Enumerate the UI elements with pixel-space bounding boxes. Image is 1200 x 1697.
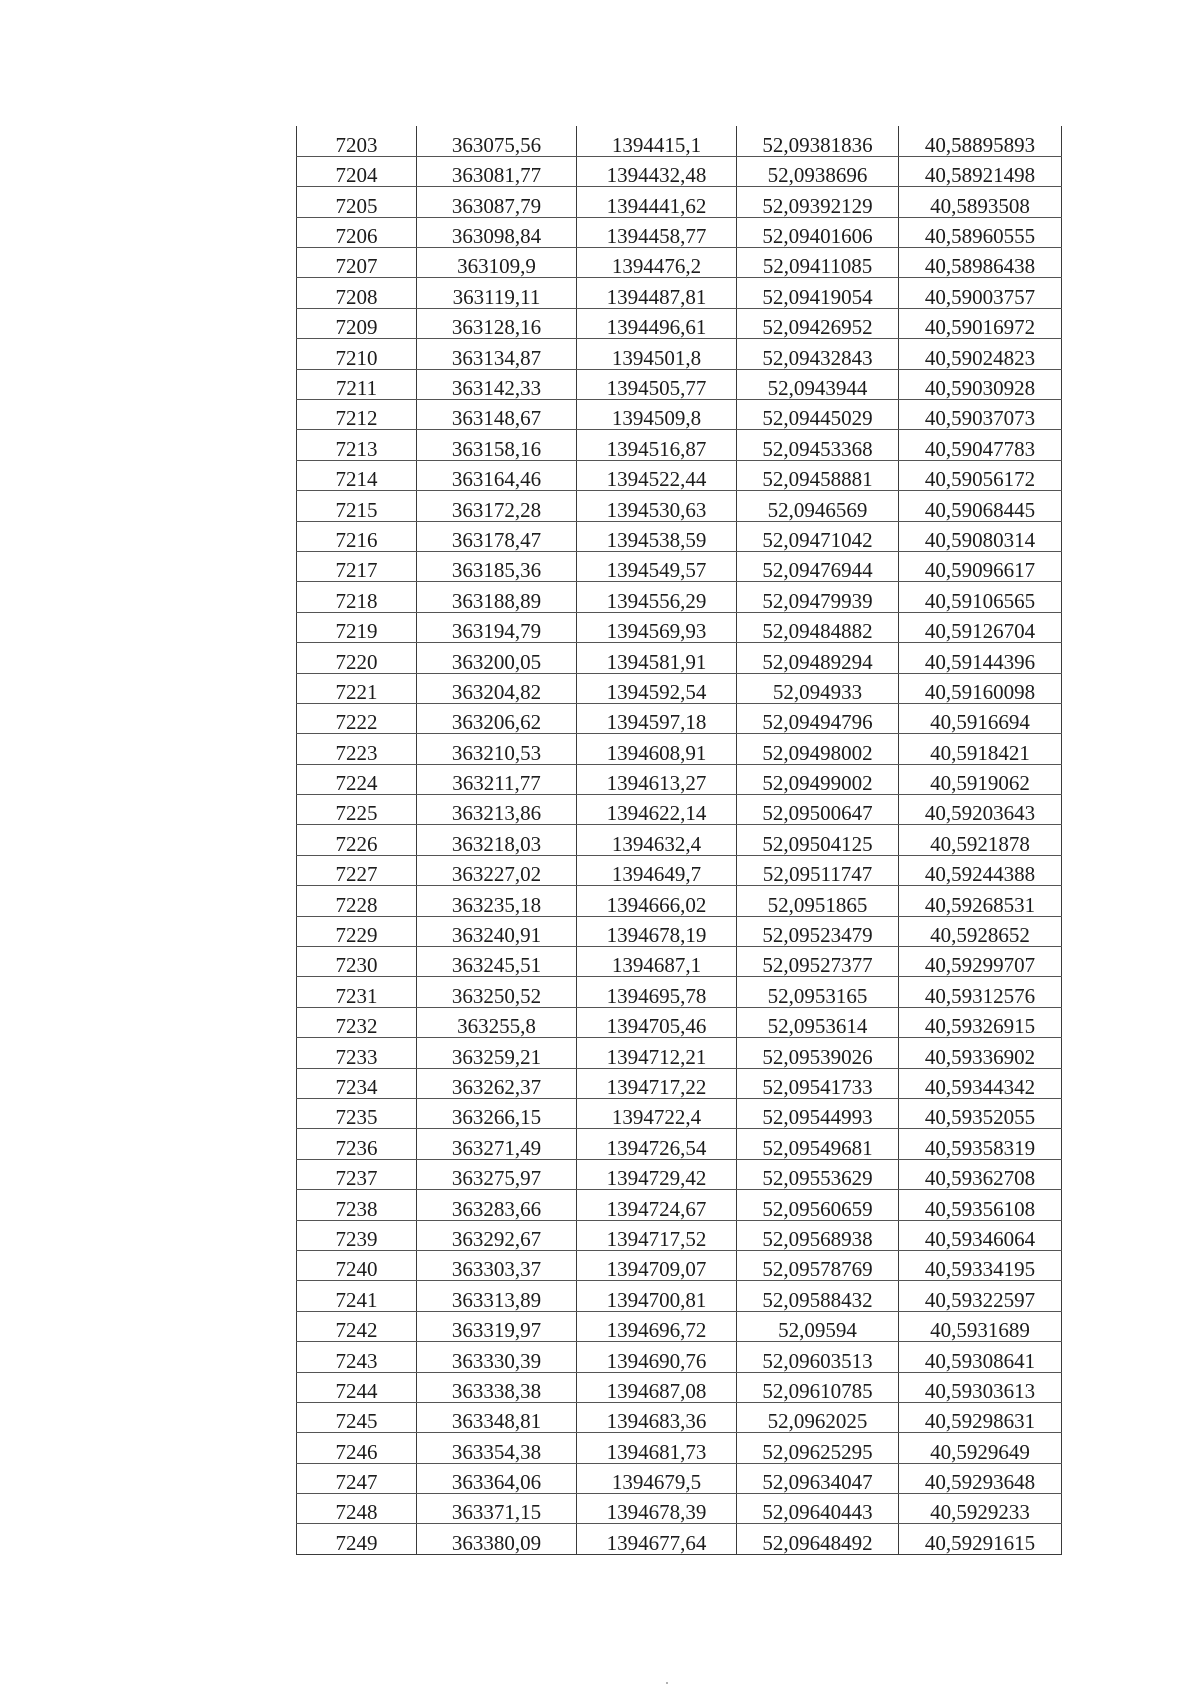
table-row (297, 248, 1062, 278)
longitude-cell: 40,59056172 (899, 460, 1062, 490)
y-coordinate-cell: 1394581,91 (577, 643, 737, 673)
x-coordinate-cell: 363188,89 (417, 582, 577, 612)
y-coordinate-cell: 1394726,54 (577, 1129, 737, 1159)
y-coordinate-cell: 1394687,08 (577, 1372, 737, 1402)
latitude-cell: 52,09523479 (737, 916, 899, 946)
x-coordinate-cell: 363142,33 (417, 369, 577, 399)
y-coordinate-cell: 1394681,73 (577, 1433, 737, 1463)
point-number-cell: 7209 (297, 308, 417, 338)
point-number-cell: 7246 (297, 1433, 417, 1463)
y-coordinate-cell: 1394700,81 (577, 1281, 737, 1311)
x-coordinate-cell: 363275,97 (417, 1159, 577, 1189)
longitude-cell: 40,59322597 (899, 1281, 1062, 1311)
point-number-cell: 7213 (297, 430, 417, 460)
table-row (297, 977, 1062, 1007)
point-number-cell: 7216 (297, 521, 417, 551)
longitude-cell: 40,59030928 (899, 369, 1062, 399)
latitude-cell: 52,09560659 (737, 1190, 899, 1220)
x-coordinate-cell: 363380,09 (417, 1524, 577, 1554)
point-number-cell: 7218 (297, 582, 417, 612)
x-coordinate-cell: 363218,03 (417, 825, 577, 855)
coordinates-table (296, 126, 1062, 1555)
point-number-cell: 7211 (297, 369, 417, 399)
point-number-cell: 7243 (297, 1342, 417, 1372)
longitude-cell: 40,5918421 (899, 734, 1062, 764)
table-row (297, 1402, 1062, 1432)
y-coordinate-cell: 1394683,36 (577, 1402, 737, 1432)
table-row (297, 126, 1062, 156)
table-row (297, 825, 1062, 855)
longitude-cell: 40,59312576 (899, 977, 1062, 1007)
point-number-cell: 7215 (297, 491, 417, 521)
longitude-cell: 40,58895893 (899, 126, 1062, 156)
table-row (297, 734, 1062, 764)
latitude-cell: 52,0962025 (737, 1402, 899, 1432)
point-number-cell: 7224 (297, 764, 417, 794)
x-coordinate-cell: 363164,46 (417, 460, 577, 490)
x-coordinate-cell: 363271,49 (417, 1129, 577, 1159)
longitude-cell: 40,59336902 (899, 1038, 1062, 1068)
table-row (297, 947, 1062, 977)
y-coordinate-cell: 1394679,5 (577, 1463, 737, 1493)
latitude-cell: 52,094933 (737, 673, 899, 703)
longitude-cell: 40,5931689 (899, 1311, 1062, 1341)
latitude-cell: 52,0953614 (737, 1007, 899, 1037)
point-number-cell: 7221 (297, 673, 417, 703)
point-number-cell: 7233 (297, 1038, 417, 1068)
x-coordinate-cell: 363303,37 (417, 1250, 577, 1280)
x-coordinate-cell: 363250,52 (417, 977, 577, 1007)
longitude-cell: 40,59303613 (899, 1372, 1062, 1402)
x-coordinate-cell: 363128,16 (417, 308, 577, 338)
x-coordinate-cell: 363235,18 (417, 886, 577, 916)
longitude-cell: 40,59344342 (899, 1068, 1062, 1098)
latitude-cell: 52,09553629 (737, 1159, 899, 1189)
longitude-cell: 40,59293648 (899, 1463, 1062, 1493)
point-number-cell: 7245 (297, 1402, 417, 1432)
longitude-cell: 40,59326915 (899, 1007, 1062, 1037)
x-coordinate-cell: 363255,8 (417, 1007, 577, 1037)
point-number-cell: 7203 (297, 126, 417, 156)
y-coordinate-cell: 1394597,18 (577, 703, 737, 733)
y-coordinate-cell: 1394530,63 (577, 491, 737, 521)
table-row (297, 369, 1062, 399)
longitude-cell: 40,5916694 (899, 703, 1062, 733)
latitude-cell: 52,0943944 (737, 369, 899, 399)
point-number-cell: 7237 (297, 1159, 417, 1189)
longitude-cell: 40,59308641 (899, 1342, 1062, 1372)
y-coordinate-cell: 1394678,39 (577, 1494, 737, 1524)
y-coordinate-cell: 1394505,77 (577, 369, 737, 399)
x-coordinate-cell: 363185,36 (417, 551, 577, 581)
point-number-cell: 7206 (297, 217, 417, 247)
table-row (297, 1038, 1062, 1068)
x-coordinate-cell: 363319,97 (417, 1311, 577, 1341)
point-number-cell: 7234 (297, 1068, 417, 1098)
point-number-cell: 7220 (297, 643, 417, 673)
latitude-cell: 52,09568938 (737, 1220, 899, 1250)
point-number-cell: 7230 (297, 947, 417, 977)
point-number-cell: 7239 (297, 1220, 417, 1250)
x-coordinate-cell: 363211,77 (417, 764, 577, 794)
latitude-cell: 52,09392129 (737, 187, 899, 217)
y-coordinate-cell: 1394666,02 (577, 886, 737, 916)
latitude-cell: 52,09549681 (737, 1129, 899, 1159)
point-number-cell: 7222 (297, 703, 417, 733)
x-coordinate-cell: 363148,67 (417, 400, 577, 430)
latitude-cell: 52,09640443 (737, 1494, 899, 1524)
x-coordinate-cell: 363354,38 (417, 1433, 577, 1463)
y-coordinate-cell: 1394622,14 (577, 795, 737, 825)
y-coordinate-cell: 1394717,22 (577, 1068, 737, 1098)
latitude-cell: 52,0946569 (737, 491, 899, 521)
table-row (297, 1007, 1062, 1037)
table-row (297, 1311, 1062, 1341)
table-row (297, 1220, 1062, 1250)
latitude-cell: 52,09499002 (737, 764, 899, 794)
x-coordinate-cell: 363087,79 (417, 187, 577, 217)
x-coordinate-cell: 363178,47 (417, 521, 577, 551)
point-number-cell: 7208 (297, 278, 417, 308)
y-coordinate-cell: 1394613,27 (577, 764, 737, 794)
table-row (297, 278, 1062, 308)
x-coordinate-cell: 363262,37 (417, 1068, 577, 1098)
x-coordinate-cell: 363172,28 (417, 491, 577, 521)
latitude-cell: 52,09484882 (737, 612, 899, 642)
x-coordinate-cell: 363158,16 (417, 430, 577, 460)
latitude-cell: 52,09419054 (737, 278, 899, 308)
x-coordinate-cell: 363330,39 (417, 1342, 577, 1372)
longitude-cell: 40,59291615 (899, 1524, 1062, 1554)
y-coordinate-cell: 1394487,81 (577, 278, 737, 308)
table-row (297, 339, 1062, 369)
latitude-cell: 52,09578769 (737, 1250, 899, 1280)
y-coordinate-cell: 1394709,07 (577, 1250, 737, 1280)
longitude-cell: 40,59268531 (899, 886, 1062, 916)
point-number-cell: 7205 (297, 187, 417, 217)
y-coordinate-cell: 1394516,87 (577, 430, 737, 460)
table-row (297, 1250, 1062, 1280)
y-coordinate-cell: 1394724,67 (577, 1190, 737, 1220)
latitude-cell: 52,09498002 (737, 734, 899, 764)
longitude-cell: 40,5929233 (899, 1494, 1062, 1524)
point-number-cell: 7231 (297, 977, 417, 1007)
table-row (297, 308, 1062, 338)
x-coordinate-cell: 363259,21 (417, 1038, 577, 1068)
y-coordinate-cell: 1394632,4 (577, 825, 737, 855)
table-row (297, 156, 1062, 186)
x-coordinate-cell: 363194,79 (417, 612, 577, 642)
table-row (297, 1099, 1062, 1129)
longitude-cell: 40,59244388 (899, 855, 1062, 885)
latitude-cell: 52,09544993 (737, 1099, 899, 1129)
y-coordinate-cell: 1394696,72 (577, 1311, 737, 1341)
point-number-cell: 7249 (297, 1524, 417, 1554)
latitude-cell: 52,09527377 (737, 947, 899, 977)
point-number-cell: 7226 (297, 825, 417, 855)
point-number-cell: 7238 (297, 1190, 417, 1220)
point-number-cell: 7232 (297, 1007, 417, 1037)
latitude-cell: 52,09625295 (737, 1433, 899, 1463)
table-row (297, 1190, 1062, 1220)
y-coordinate-cell: 1394549,57 (577, 551, 737, 581)
y-coordinate-cell: 1394522,44 (577, 460, 737, 490)
y-coordinate-cell: 1394695,78 (577, 977, 737, 1007)
y-coordinate-cell: 1394722,4 (577, 1099, 737, 1129)
latitude-cell: 52,0951865 (737, 886, 899, 916)
x-coordinate-cell: 363204,82 (417, 673, 577, 703)
latitude-cell: 52,09511747 (737, 855, 899, 885)
table-row (297, 1433, 1062, 1463)
table-row (297, 612, 1062, 642)
longitude-cell: 40,59299707 (899, 947, 1062, 977)
y-coordinate-cell: 1394649,7 (577, 855, 737, 885)
x-coordinate-cell: 363240,91 (417, 916, 577, 946)
table-row (297, 855, 1062, 885)
table-row (297, 795, 1062, 825)
y-coordinate-cell: 1394705,46 (577, 1007, 737, 1037)
table-row (297, 491, 1062, 521)
y-coordinate-cell: 1394476,2 (577, 248, 737, 278)
point-number-cell: 7214 (297, 460, 417, 490)
point-number-cell: 7228 (297, 886, 417, 916)
table-row (297, 1068, 1062, 1098)
point-number-cell: 7204 (297, 156, 417, 186)
x-coordinate-cell: 363206,62 (417, 703, 577, 733)
latitude-cell: 52,09648492 (737, 1524, 899, 1554)
longitude-cell: 40,59358319 (899, 1129, 1062, 1159)
y-coordinate-cell: 1394458,77 (577, 217, 737, 247)
table-row (297, 764, 1062, 794)
y-coordinate-cell: 1394712,21 (577, 1038, 737, 1068)
x-coordinate-cell: 363364,06 (417, 1463, 577, 1493)
longitude-cell: 40,58921498 (899, 156, 1062, 186)
longitude-cell: 40,59016972 (899, 308, 1062, 338)
table-row (297, 886, 1062, 916)
x-coordinate-cell: 363134,87 (417, 339, 577, 369)
longitude-cell: 40,5893508 (899, 187, 1062, 217)
x-coordinate-cell: 363200,05 (417, 643, 577, 673)
longitude-cell: 40,5929649 (899, 1433, 1062, 1463)
longitude-cell: 40,59356108 (899, 1190, 1062, 1220)
point-number-cell: 7219 (297, 612, 417, 642)
longitude-cell: 40,5921878 (899, 825, 1062, 855)
y-coordinate-cell: 1394677,64 (577, 1524, 737, 1554)
point-number-cell: 7212 (297, 400, 417, 430)
x-coordinate-cell: 363081,77 (417, 156, 577, 186)
x-coordinate-cell: 363266,15 (417, 1099, 577, 1129)
point-number-cell: 7207 (297, 248, 417, 278)
x-coordinate-cell: 363213,86 (417, 795, 577, 825)
point-number-cell: 7210 (297, 339, 417, 369)
x-coordinate-cell: 363245,51 (417, 947, 577, 977)
table-row (297, 521, 1062, 551)
longitude-cell: 40,59362708 (899, 1159, 1062, 1189)
longitude-cell: 40,59037073 (899, 400, 1062, 430)
x-coordinate-cell: 363098,84 (417, 217, 577, 247)
table-row (297, 1129, 1062, 1159)
x-coordinate-cell: 363348,81 (417, 1402, 577, 1432)
y-coordinate-cell: 1394496,61 (577, 308, 737, 338)
table-row (297, 643, 1062, 673)
longitude-cell: 40,59126704 (899, 612, 1062, 642)
point-number-cell: 7236 (297, 1129, 417, 1159)
latitude-cell: 52,09471042 (737, 521, 899, 551)
point-number-cell: 7248 (297, 1494, 417, 1524)
longitude-cell: 40,59352055 (899, 1099, 1062, 1129)
y-coordinate-cell: 1394729,42 (577, 1159, 737, 1189)
y-coordinate-cell: 1394432,48 (577, 156, 737, 186)
latitude-cell: 52,09445029 (737, 400, 899, 430)
latitude-cell: 52,09453368 (737, 430, 899, 460)
longitude-cell: 40,59106565 (899, 582, 1062, 612)
latitude-cell: 52,09539026 (737, 1038, 899, 1068)
longitude-cell: 40,59047783 (899, 430, 1062, 460)
table-row (297, 916, 1062, 946)
table-row (297, 1372, 1062, 1402)
latitude-cell: 52,09476944 (737, 551, 899, 581)
x-coordinate-cell: 363313,89 (417, 1281, 577, 1311)
table-row (297, 1342, 1062, 1372)
y-coordinate-cell: 1394717,52 (577, 1220, 737, 1250)
table-row (297, 551, 1062, 581)
latitude-cell: 52,09381836 (737, 126, 899, 156)
longitude-cell: 40,59346064 (899, 1220, 1062, 1250)
x-coordinate-cell: 363075,56 (417, 126, 577, 156)
point-number-cell: 7227 (297, 855, 417, 885)
latitude-cell: 52,09489294 (737, 643, 899, 673)
y-coordinate-cell: 1394415,1 (577, 126, 737, 156)
table-row (297, 1463, 1062, 1493)
longitude-cell: 40,5919062 (899, 764, 1062, 794)
longitude-cell: 40,59144396 (899, 643, 1062, 673)
table-row (297, 1159, 1062, 1189)
y-coordinate-cell: 1394501,8 (577, 339, 737, 369)
x-coordinate-cell: 363338,38 (417, 1372, 577, 1402)
latitude-cell: 52,09541733 (737, 1068, 899, 1098)
y-coordinate-cell: 1394509,8 (577, 400, 737, 430)
latitude-cell: 52,0938696 (737, 156, 899, 186)
y-coordinate-cell: 1394687,1 (577, 947, 737, 977)
y-coordinate-cell: 1394441,62 (577, 187, 737, 217)
y-coordinate-cell: 1394569,93 (577, 612, 737, 642)
longitude-cell: 40,58986438 (899, 248, 1062, 278)
table-row (297, 217, 1062, 247)
table-row (297, 187, 1062, 217)
x-coordinate-cell: 363283,66 (417, 1190, 577, 1220)
latitude-cell: 52,09401606 (737, 217, 899, 247)
table-row (297, 673, 1062, 703)
latitude-cell: 52,09634047 (737, 1463, 899, 1493)
x-coordinate-cell: 363227,02 (417, 855, 577, 885)
longitude-cell: 40,59003757 (899, 278, 1062, 308)
table-row (297, 400, 1062, 430)
longitude-cell: 40,59096617 (899, 551, 1062, 581)
point-number-cell: 7240 (297, 1250, 417, 1280)
longitude-cell: 40,58960555 (899, 217, 1062, 247)
latitude-cell: 52,09500647 (737, 795, 899, 825)
latitude-cell: 52,09603513 (737, 1342, 899, 1372)
longitude-cell: 40,59334195 (899, 1250, 1062, 1280)
point-number-cell: 7244 (297, 1372, 417, 1402)
latitude-cell: 52,09494796 (737, 703, 899, 733)
point-number-cell: 7229 (297, 916, 417, 946)
coordinates-table-body (297, 126, 1062, 1554)
y-coordinate-cell: 1394538,59 (577, 521, 737, 551)
latitude-cell: 52,09504125 (737, 825, 899, 855)
y-coordinate-cell: 1394556,29 (577, 582, 737, 612)
y-coordinate-cell: 1394678,19 (577, 916, 737, 946)
latitude-cell: 52,09610785 (737, 1372, 899, 1402)
point-number-cell: 7242 (297, 1311, 417, 1341)
longitude-cell: 40,5928652 (899, 916, 1062, 946)
x-coordinate-cell: 363119,11 (417, 278, 577, 308)
latitude-cell: 52,0953165 (737, 977, 899, 1007)
table-row (297, 460, 1062, 490)
longitude-cell: 40,59203643 (899, 795, 1062, 825)
table-row (297, 430, 1062, 460)
x-coordinate-cell: 363371,15 (417, 1494, 577, 1524)
y-coordinate-cell: 1394690,76 (577, 1342, 737, 1372)
table-row (297, 1281, 1062, 1311)
x-coordinate-cell: 363292,67 (417, 1220, 577, 1250)
point-number-cell: 7247 (297, 1463, 417, 1493)
longitude-cell: 40,59024823 (899, 339, 1062, 369)
longitude-cell: 40,59298631 (899, 1402, 1062, 1432)
latitude-cell: 52,09479939 (737, 582, 899, 612)
point-number-cell: 7223 (297, 734, 417, 764)
point-number-cell: 7217 (297, 551, 417, 581)
point-number-cell: 7225 (297, 795, 417, 825)
latitude-cell: 52,09432843 (737, 339, 899, 369)
longitude-cell: 40,59160098 (899, 673, 1062, 703)
x-coordinate-cell: 363210,53 (417, 734, 577, 764)
point-number-cell: 7235 (297, 1099, 417, 1129)
y-coordinate-cell: 1394592,54 (577, 673, 737, 703)
latitude-cell: 52,09588432 (737, 1281, 899, 1311)
latitude-cell: 52,09426952 (737, 308, 899, 338)
latitude-cell: 52,09411085 (737, 248, 899, 278)
scan-speck (666, 1682, 668, 1684)
longitude-cell: 40,59068445 (899, 491, 1062, 521)
longitude-cell: 40,59080314 (899, 521, 1062, 551)
table-row (297, 703, 1062, 733)
latitude-cell: 52,09458881 (737, 460, 899, 490)
table-row (297, 582, 1062, 612)
y-coordinate-cell: 1394608,91 (577, 734, 737, 764)
table-row (297, 1524, 1062, 1554)
latitude-cell: 52,09594 (737, 1311, 899, 1341)
point-number-cell: 7241 (297, 1281, 417, 1311)
table-row (297, 1494, 1062, 1524)
x-coordinate-cell: 363109,9 (417, 248, 577, 278)
